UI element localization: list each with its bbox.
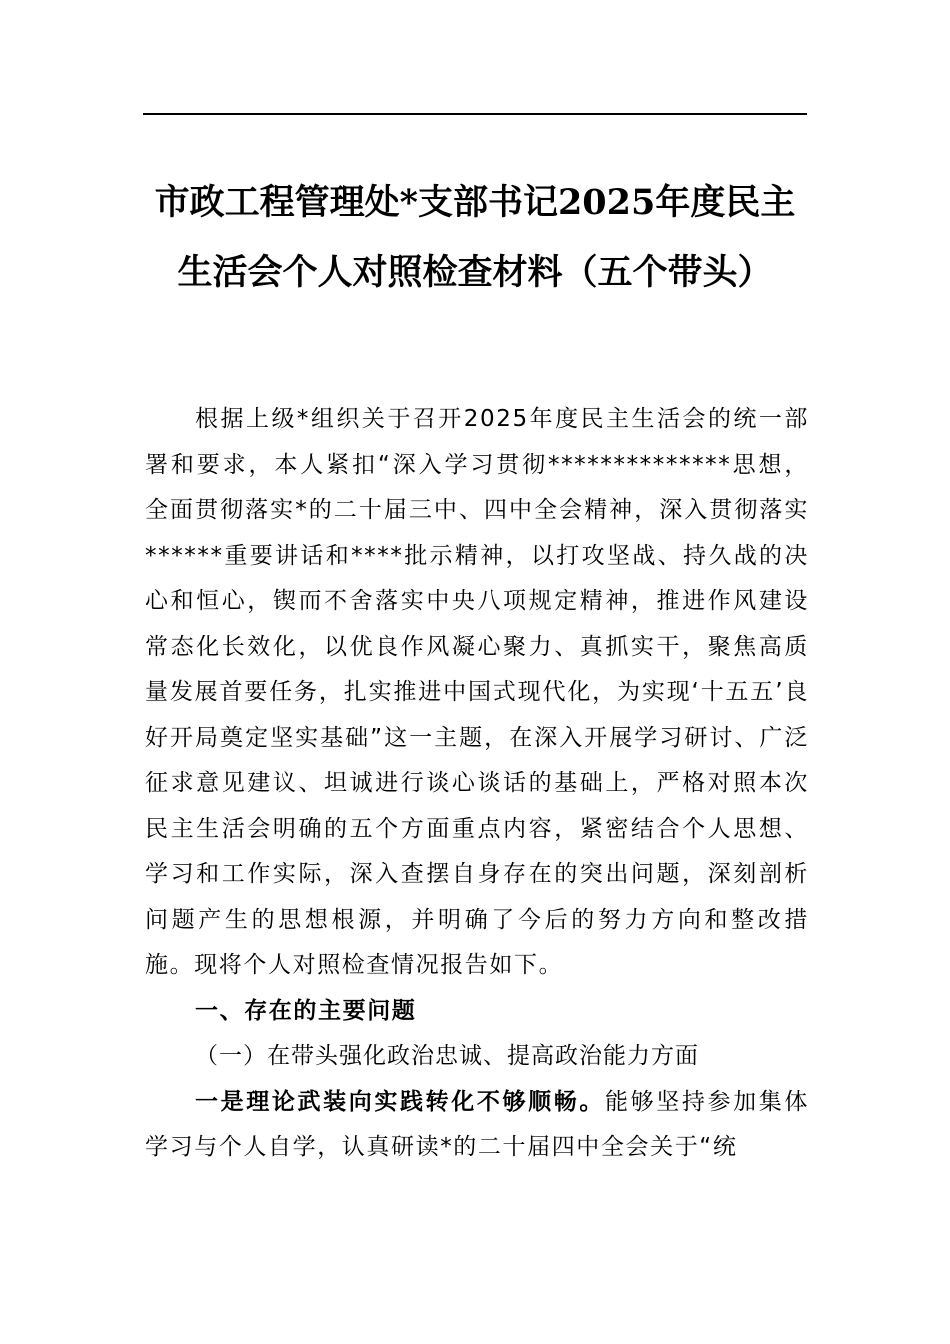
point-text: 能够坚持参加集体学习与个人自学，认真研读*的二十届四中全会关于“统 [145,1088,809,1160]
subsection-heading: （一）在带头强化政治忠诚、提高政治能力方面 [195,1043,699,1069]
section-heading: 一、存在的主要问题 [195,997,417,1024]
point-paragraph [145,1080,809,1171]
title-line-2: 生活会个人对照检查材料（五个带头） [177,252,773,293]
header-rule [143,113,807,115]
title-line-1: 市政工程管理处*支部书记2025年度民主 [154,182,796,223]
intro-paragraph: 根据上级*组织关于召开2025年度民主生活会的统一部署和要求，本人紧扣“深入学习贯彻**************思想，全面贯彻落实*的二十届三中、四中全会精神，深入贯彻落实******重要讲话和****批示精神，以打攻坚战、持久战的决心和恒心，锲而不舍落实中央八项规定精神，推进作风建设常态化长效化，以优良作风凝心聚力、真抓实干，聚焦高质量发展首要任务，扎实推进中国式现代化，为实现‘十五五’良好开局奠定坚实基础”这一主题，在深入开展学习研讨、广泛征求意见建议、坦诚进行谈心谈话的基础上，严格对照本次民主生活会明确的五个方面重点内容，紧密结合个人思想、学习和工作实际，深入查摆自身存在的突出问题，深刻剖析问题产生的思想根源，并明确了今后的努力方向和整改措施。现将个人对照检查情况报告如下。 [145,406,809,978]
document-title [110,168,840,308]
document-body [145,397,809,1171]
point-lead: 一是理论武装向实践转化不够顺畅。 [195,1088,606,1115]
